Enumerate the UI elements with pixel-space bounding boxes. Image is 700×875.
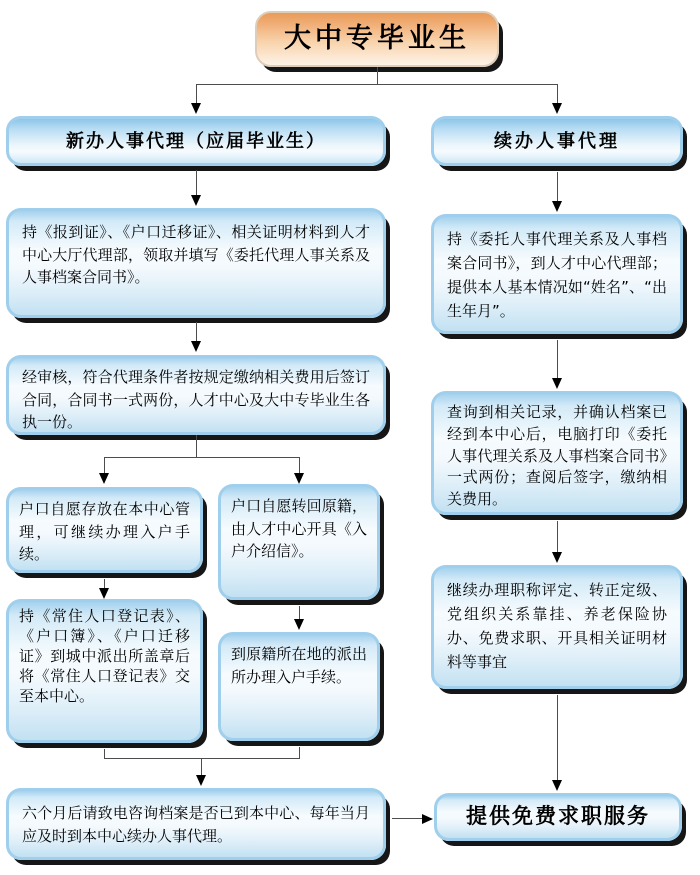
arrowhead-down-icon — [99, 588, 109, 599]
node-keep-hukou-next — [6, 599, 203, 743]
node-keep-hukou — [6, 487, 203, 573]
connector-split-to-keep — [104, 457, 105, 474]
node-return-hukou-text: 户口自愿转回原籍，由人才中心开具《入户介绍信》。 — [231, 497, 367, 560]
node-right-step2 — [431, 391, 683, 515]
node-left-step1-text: 持《报到证》、《户口迁移证》、相关证明材料到人才中心大厅代理部，领取并填写《委托代理人事关系及人事档案合同书》。 — [22, 223, 370, 286]
connector-rheader-step1 — [557, 172, 558, 202]
connector-rstep2-step3 — [557, 521, 558, 553]
node-return-hukou — [218, 484, 380, 600]
node-renew-agency-header-label: 续办人事代理 — [494, 130, 620, 152]
node-left-step2 — [6, 355, 386, 435]
node-free-job-service-label: 提供免费求职服务 — [466, 804, 650, 829]
node-left-step1 — [6, 208, 386, 318]
connector-title-stem — [377, 67, 378, 85]
connector-return-next — [299, 606, 300, 620]
connector-title-to-left — [196, 84, 197, 104]
node-renew-agency-header — [431, 116, 683, 166]
arrowhead-down-icon — [552, 378, 562, 389]
node-right-step2-text: 查询到相关记录，并确认档案已经到本中心后，电脑打印《委托人事代理关系及人事档案合同书》一式两份；查阅后签字，缴纳相关费用。 — [447, 403, 667, 508]
arrowhead-down-icon — [191, 341, 201, 352]
node-right-step1-text: 持《委托人事代理关系及人事档案合同书》，到人才中心代理部；提供本人基本情况如“姓名”、“出生年月”。 — [447, 230, 667, 320]
node-left-reminder-text: 六个月后请致电咨询档案是否已到本中心、每年当月应及时到本中心续办人事代理。 — [22, 804, 370, 845]
node-keep-hukou-text: 户口自愿存放在本中心管理，可继续办理入户手续。 — [19, 500, 190, 563]
node-graduates-title-label: 大中专毕业生 — [284, 22, 470, 54]
node-left-step2-text: 经审核，符合代理条件者按规定缴纳相关费用后签订合同，合同书一式两份，人才中心及大中专毕业生各执一份。 — [22, 368, 370, 431]
connector-title-to-right — [557, 84, 558, 104]
connector-rstep3-service — [557, 695, 558, 781]
connector-lstep1-step2 — [196, 322, 197, 342]
connector-split-to-return — [299, 457, 300, 474]
node-right-step3-text: 继续办理职称评定、转正定级、党组织关系靠挂、养老保险协办、免费求职、开具相关证明材料等事宜 — [447, 581, 667, 671]
node-left-reminder — [6, 788, 386, 860]
node-new-agency-header — [6, 116, 386, 166]
connector-merge-bar — [104, 758, 300, 759]
connector-rstep1-step2 — [557, 340, 558, 379]
node-keep-hukou-next-text: 持《常住人口登记表》、《户口簿》、《户口迁移证》到城中派出所盖章后将《常住人口登记表》交至本中心。 — [19, 607, 190, 705]
node-right-step3 — [431, 565, 683, 689]
node-return-hukou-next-text: 到原籍所在地的派出所办理入户手续。 — [231, 645, 367, 686]
connector-reminder-service — [392, 818, 423, 819]
connector-hukou-split-bar — [104, 457, 300, 458]
node-right-step1 — [431, 214, 683, 334]
arrowhead-down-icon — [552, 552, 562, 563]
node-return-hukou-next — [218, 632, 380, 741]
arrowhead-down-icon — [196, 775, 206, 786]
node-new-agency-header-label: 新办人事代理（应届毕业生） — [66, 130, 326, 152]
arrowhead-down-icon — [191, 195, 201, 206]
arrowhead-down-icon — [191, 103, 201, 114]
arrowhead-down-icon — [552, 103, 562, 114]
arrowhead-down-icon — [294, 473, 304, 484]
connector-lstep2-stem — [196, 435, 197, 458]
connector-title-split-bar — [196, 84, 557, 85]
connector-merge-stem — [201, 758, 202, 776]
arrowhead-down-icon — [294, 619, 304, 630]
node-graduates-title — [255, 11, 499, 67]
arrowhead-down-icon — [552, 201, 562, 212]
node-free-job-service — [434, 793, 682, 841]
arrowhead-right-icon — [422, 814, 433, 824]
connector-lheader-step1 — [196, 170, 197, 196]
arrowhead-down-icon — [552, 780, 562, 791]
arrowhead-down-icon — [99, 473, 109, 484]
